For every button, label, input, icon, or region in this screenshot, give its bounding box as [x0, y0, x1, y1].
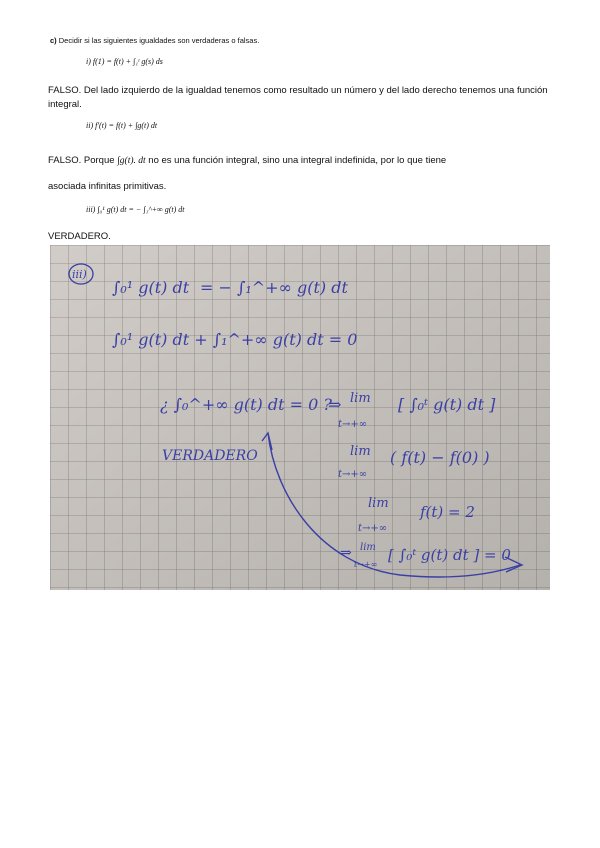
implies-arrow-2: ⇒ [340, 545, 352, 561]
photo-label: iii) [72, 268, 87, 281]
item-letter: c) [50, 36, 57, 45]
photo-line3: ¿ ∫₀^+∞ g(t) dt = 0 ? [160, 395, 332, 414]
lim2-word: lim [350, 444, 371, 459]
verdict-ii: FALSO [48, 155, 79, 166]
instruction-line [50, 36, 259, 45]
lim4-expression: [ ∫₀ᵗ g(t) dt ] = 0 [388, 546, 511, 564]
lim1-subscript: t→+∞ [338, 419, 368, 430]
instruction-text: Decidir si las siguientes igualdades son verdaderas o falsas. [58, 36, 260, 45]
answer-i [48, 84, 548, 112]
explanation-ii-a: . Porque [78, 155, 118, 166]
graph-paper [50, 245, 550, 590]
answer-ii-line1 [48, 154, 548, 168]
formula-iii: iii) ∫₀¹ g(t) dt = − ∫₁^+∞ g(t) dt [86, 205, 185, 214]
explanation-i: . Del lado izquierdo de la igualdad tenemos como resultado un número y del lado derecho tenemos una función integral. [48, 85, 548, 110]
lim1-word: lim [350, 391, 371, 406]
lim4-word: lim [360, 542, 376, 553]
explanation-ii-b: no es una función integral, sino una integral indefinida, por lo que tiene [145, 155, 447, 166]
photo-verdict: VERDADERO [162, 448, 258, 464]
lim3-expression: f(t) = 2 [420, 503, 475, 521]
lim4-subscript: t→+∞ [354, 560, 378, 569]
lim3-word: lim [368, 496, 389, 511]
photo-line1-left: ∫₀¹ g(t) dt [112, 278, 190, 297]
lim3-subscript: t→+∞ [358, 523, 388, 534]
explanation-ii-c: asociada infinitas primitivas. [48, 181, 167, 192]
formula-ii: ii) f'(t) = f(t) + ∫g(t) dt [86, 121, 158, 130]
photo-line2: ∫₀¹ g(t) dt + ∫₁^+∞ g(t) dt = 0 [112, 330, 358, 349]
lim2-subscript: t→+∞ [338, 469, 368, 480]
verdict-i: FALSO [48, 85, 79, 96]
indefinite-integral-math: ∫g(t). dt [117, 156, 146, 166]
lim1-expression: [ ∫₀ᵗ g(t) dt ] [398, 395, 496, 414]
lim2-expression: ( f(t) − f(0) ) [390, 448, 490, 467]
formula-i: i) f(1) = f(t) + ∫₁ᵗ g(s) ds [86, 57, 163, 66]
photo-line1-right: = − ∫₁^+∞ g(t) dt [200, 278, 348, 297]
verdict-iii: VERDADERO. [48, 231, 111, 242]
handwritten-notes-photo [50, 245, 550, 590]
implies-arrow: ⇒ [328, 395, 342, 414]
